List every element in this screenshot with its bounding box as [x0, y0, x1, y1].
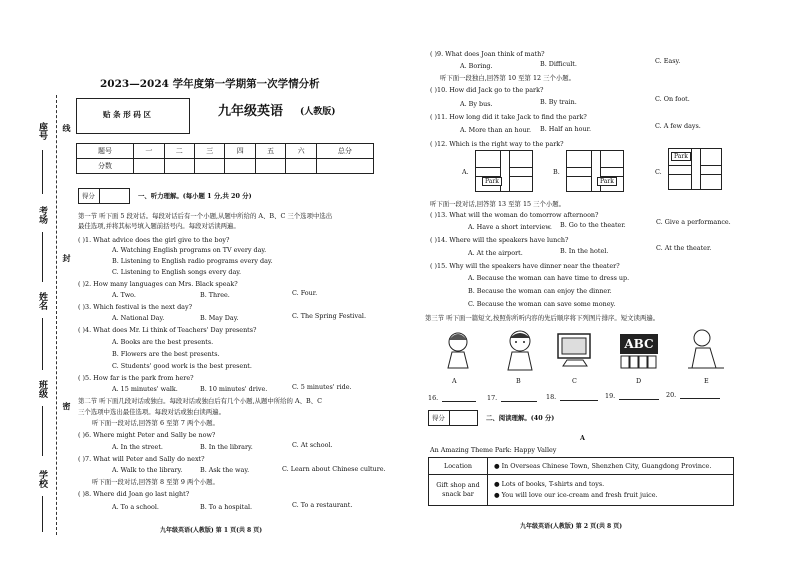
q5-option-a[interactable]: A. 15 minutes' walk.	[112, 385, 178, 393]
seat-blank[interactable]	[42, 150, 43, 194]
section1-score-label: 得分	[82, 192, 95, 200]
table-row	[429, 475, 734, 506]
part3-intro: 第三节 听下面一篇短文,按照你所听内容的先后顺序将下列图片排序。短文读两遍。	[425, 314, 660, 322]
park-sign: Park	[597, 177, 617, 186]
q4-option-c[interactable]: C. Students' good work is the best present.	[112, 362, 252, 370]
passage-title: An Amazing Theme Park: Happy Valley	[430, 446, 557, 454]
park-sign: Park	[671, 152, 691, 161]
name-blank[interactable]	[42, 318, 43, 370]
question-10: ( )10. How did Jack go to the park?	[430, 86, 544, 94]
score-header-cell: 四	[225, 144, 255, 159]
score-cell[interactable]	[195, 159, 225, 174]
cut-mark-seal: 封	[62, 254, 72, 262]
q6-option-c[interactable]: C. At school.	[292, 441, 333, 449]
question-9: ( )9. What does Joan think of math?	[430, 50, 545, 58]
q14-option-a[interactable]: A. At the airport.	[468, 249, 523, 257]
q7-option-c[interactable]: C. Learn about Chinese culture.	[282, 465, 386, 473]
q15-option-c[interactable]: C. Because the woman can save some money.	[468, 300, 616, 308]
part2-intro-1: 第二节 听下面几段对话或独白。每段对话或独白后有几个小题,从题中所给的 A、B、C	[78, 397, 322, 405]
q7-option-a[interactable]: A. Walk to the library.	[112, 466, 183, 474]
q4-option-b[interactable]: B. Flowers are the best presents.	[112, 350, 220, 358]
location-value: ● In Overseas Chinese Town, Shenzhen City, Guangdong Province.	[488, 458, 734, 475]
section2-title: 二、阅读理解。(40 分)	[486, 414, 555, 422]
barcode-label: 贴 条 形 码 区	[103, 110, 151, 119]
q2-option-a[interactable]: A. Two.	[112, 291, 136, 299]
q2-option-c[interactable]: C. Four.	[292, 289, 318, 297]
blank-20-label: 20.	[666, 391, 677, 399]
blank-18-label: 18.	[546, 393, 557, 401]
location-text: In Overseas Chinese Town, Shenzhen City, Guangdong Province.	[501, 462, 712, 470]
seat-label: 座号	[37, 122, 47, 140]
q12-map-c[interactable]	[668, 148, 722, 190]
score-header-cell: 六	[286, 144, 316, 159]
q6-option-b[interactable]: B. In the library.	[200, 443, 253, 451]
section2-score-box[interactable]	[428, 410, 478, 426]
score-divider	[449, 411, 450, 425]
pic-label-e: E	[704, 377, 709, 385]
boy-picture	[500, 326, 540, 372]
q14-option-b[interactable]: B. In the hotel.	[560, 247, 609, 255]
computer-picture	[555, 330, 595, 370]
exam-title: 2023—2024 学年度第一学期第一次学情分析	[100, 78, 320, 90]
location-label: Location	[429, 458, 488, 475]
pic-label-d: D	[636, 377, 642, 385]
gift-shop-value: ● Lots of books, T-shirts and toys. ● You will love our ice-cream and fresh fruit juice.	[488, 475, 734, 506]
gift-shop-item: Lots of books, T-shirts and toys.	[501, 480, 605, 488]
q15-option-a[interactable]: A. Because the woman can have time to dress up.	[468, 274, 630, 282]
q13-option-b[interactable]: B. Go to the theater.	[560, 221, 626, 229]
q3-option-c[interactable]: C. The Spring Festival.	[292, 312, 366, 320]
score-cell[interactable]	[225, 159, 255, 174]
score-cell[interactable]	[134, 159, 164, 174]
passage-letter: A	[580, 434, 585, 442]
q1-option-c[interactable]: C. Listening to English songs every day.	[112, 268, 242, 276]
listen-10-12: 听下面一段独白,回答第 10 至第 12 三个小题。	[440, 74, 576, 82]
q12-option-b-label[interactable]: B.	[553, 168, 560, 176]
road-icon	[691, 149, 701, 189]
score-cell[interactable]	[164, 159, 194, 174]
q5-option-b[interactable]: B. 10 minutes' drive.	[200, 385, 268, 393]
cut-mark-line: 线	[62, 124, 72, 132]
question-3: ( )3. Which festival is the next day?	[78, 303, 193, 311]
books-picture	[620, 354, 658, 370]
q3-option-b[interactable]: B. May Day.	[200, 314, 239, 322]
q4-option-a[interactable]: A. Books are the best presents.	[112, 338, 214, 346]
section1-title: 一、听力理解。(每小题 1 分,共 20 分)	[138, 192, 252, 200]
score-row-label: 分数	[77, 159, 134, 174]
blank-19-label: 19.	[605, 392, 616, 400]
q11-option-a[interactable]: A. More than an hour.	[460, 126, 531, 134]
score-header-row	[77, 144, 374, 159]
abc-blackboard: ABC	[620, 334, 658, 354]
score-header-cell: 五	[255, 144, 285, 159]
gift-shop-item: You will love our ice-cream and fresh fruit juice.	[501, 491, 658, 499]
q10-option-a[interactable]: A. By bus.	[460, 100, 493, 108]
q9-option-b[interactable]: B. Difficult.	[540, 60, 577, 68]
question-8: ( )8. Where did Joan go last night?	[78, 490, 190, 498]
right-page-footer: 九年级英语(人教版) 第 2 页(共 8 页)	[520, 523, 623, 530]
q1-option-b[interactable]: B. Listening to English radio programs every day.	[112, 257, 273, 265]
q12-option-a-label[interactable]: A.	[462, 168, 469, 176]
score-header-cell: 三	[195, 144, 225, 159]
blank-19-input[interactable]	[619, 399, 659, 400]
question-2: ( )2. How many languages can Mrs. Black speak?	[78, 280, 238, 288]
q9-option-c[interactable]: C. Easy.	[655, 57, 681, 65]
part2-listen-6-7: 听下面一段对话,回答第 6 至第 7 两个小题。	[92, 419, 219, 427]
question-5: ( )5. How far is the park from here?	[78, 374, 194, 382]
score-cell[interactable]	[255, 159, 285, 174]
blank-17-input[interactable]	[501, 401, 537, 402]
edition-label: (人教版)	[300, 107, 336, 117]
name-label: 姓名	[37, 292, 47, 310]
score-header-cell: 总分	[316, 144, 373, 159]
question-1: ( )1. What advice does the girl give to the boy?	[78, 236, 230, 244]
pic-label-b: B	[516, 377, 521, 385]
q12-map-b[interactable]	[566, 150, 624, 192]
theme-park-table	[428, 457, 734, 506]
blank-20-input[interactable]	[680, 398, 720, 399]
q10-option-b[interactable]: B. By train.	[540, 98, 577, 106]
subject-title: 九年级英语	[218, 104, 284, 119]
pic-label-a: A	[452, 377, 457, 385]
q12-option-c-label[interactable]: C.	[655, 168, 662, 176]
q12-map-a[interactable]	[475, 150, 533, 192]
student-writing-picture	[686, 326, 726, 372]
score-divider	[99, 189, 100, 203]
q15-option-b[interactable]: B. Because the woman can enjoy the dinner.	[468, 287, 612, 295]
room-label: 考场	[37, 206, 47, 224]
blank-18-input[interactable]	[560, 400, 598, 401]
class-blank[interactable]	[42, 406, 43, 456]
score-header-cell: 题号	[77, 144, 134, 159]
blank-17-label: 17.	[487, 394, 498, 402]
school-label: 学校	[37, 470, 47, 488]
q7-option-b[interactable]: B. Ask the way.	[200, 466, 250, 474]
section2-score-label: 得分	[432, 414, 445, 422]
left-page-footer: 九年级英语(人教版) 第 1 页(共 8 页)	[160, 527, 263, 534]
q8-option-c[interactable]: C. To a restaurant.	[292, 501, 353, 509]
q2-option-b[interactable]: B. Three.	[200, 291, 230, 299]
q13-option-c[interactable]: C. Give a performance.	[656, 218, 731, 226]
question-14: ( )14. Where will the speakers have lunch?	[430, 236, 569, 244]
q11-option-c[interactable]: C. A few days.	[655, 122, 701, 130]
part1-intro-2: 最佳选项,并将其标号填入题前括号内。每段对话读两遍。	[78, 222, 240, 230]
table-row	[429, 458, 734, 475]
park-sign: Park	[482, 177, 502, 186]
q3-option-a[interactable]: A. National Day.	[112, 314, 165, 322]
q10-option-c[interactable]: C. On foot.	[655, 95, 690, 103]
section1-score-box[interactable]	[78, 188, 130, 204]
q9-option-a[interactable]: A. Boring.	[460, 62, 493, 70]
q8-option-a[interactable]: A. To a school.	[112, 503, 159, 511]
blank-16-input[interactable]	[442, 401, 476, 402]
part2-intro-2: 三个选项中选出最佳选项。每段对话或独白读两遍。	[78, 408, 225, 416]
pic-label-c: C	[572, 377, 577, 385]
listen-13-15: 听下面一段对话,回答第 13 至第 15 三个小题。	[430, 200, 566, 208]
gift-shop-label: Gift shop and snack bar	[429, 475, 488, 506]
q11-option-b[interactable]: B. Half an hour.	[540, 125, 592, 133]
q1-option-a[interactable]: A. Watching English programs on TV every day.	[112, 246, 267, 254]
question-11: ( )11. How long did it take Jack to find the park?	[430, 113, 587, 121]
score-value-row	[77, 159, 374, 174]
question-4: ( )4. What does Mr. Li think of Teachers' Day presents?	[78, 326, 257, 334]
q13-option-a[interactable]: A. Have a short interview.	[468, 223, 552, 231]
q8-option-b[interactable]: B. To a hospital.	[200, 503, 253, 511]
girl-picture	[440, 328, 476, 372]
question-13: ( )13. What will the woman do tomorrow afternoon?	[430, 211, 599, 219]
part2-listen-8-9: 听下面一段对话,回答第 8 至第 9 两个小题。	[92, 478, 219, 486]
class-label: 班级	[37, 380, 47, 398]
room-blank[interactable]	[42, 232, 43, 282]
score-header-cell: 一	[134, 144, 164, 159]
question-6: ( )6. Where might Peter and Sally be now?	[78, 431, 216, 439]
q5-option-c[interactable]: C. 5 minutes' ride.	[292, 383, 352, 391]
q14-option-c[interactable]: C. At the theater.	[656, 244, 712, 252]
cut-mark-secret: 密	[62, 402, 72, 410]
barcode-area	[76, 98, 190, 134]
question-7: ( )7. What will Peter and Sally do next?	[78, 455, 205, 463]
school-blank[interactable]	[42, 496, 43, 532]
score-header-cell: 二	[164, 144, 194, 159]
q6-option-a[interactable]: A. In the street.	[112, 443, 163, 451]
score-cell[interactable]	[316, 159, 373, 174]
blank-16-label: 16.	[428, 394, 439, 402]
part1-intro-1: 第一节 听下面 5 段对话。每段对话后有一个小题,从题中所给的 A、B、C 三个选项中选出	[78, 212, 333, 220]
question-15: ( )15. Why will the speakers have dinner near the theater?	[430, 262, 620, 270]
binding-line	[56, 95, 57, 535]
score-cell[interactable]	[286, 159, 316, 174]
score-table	[76, 143, 374, 174]
question-12: ( )12. Which is the right way to the park?	[430, 140, 564, 148]
